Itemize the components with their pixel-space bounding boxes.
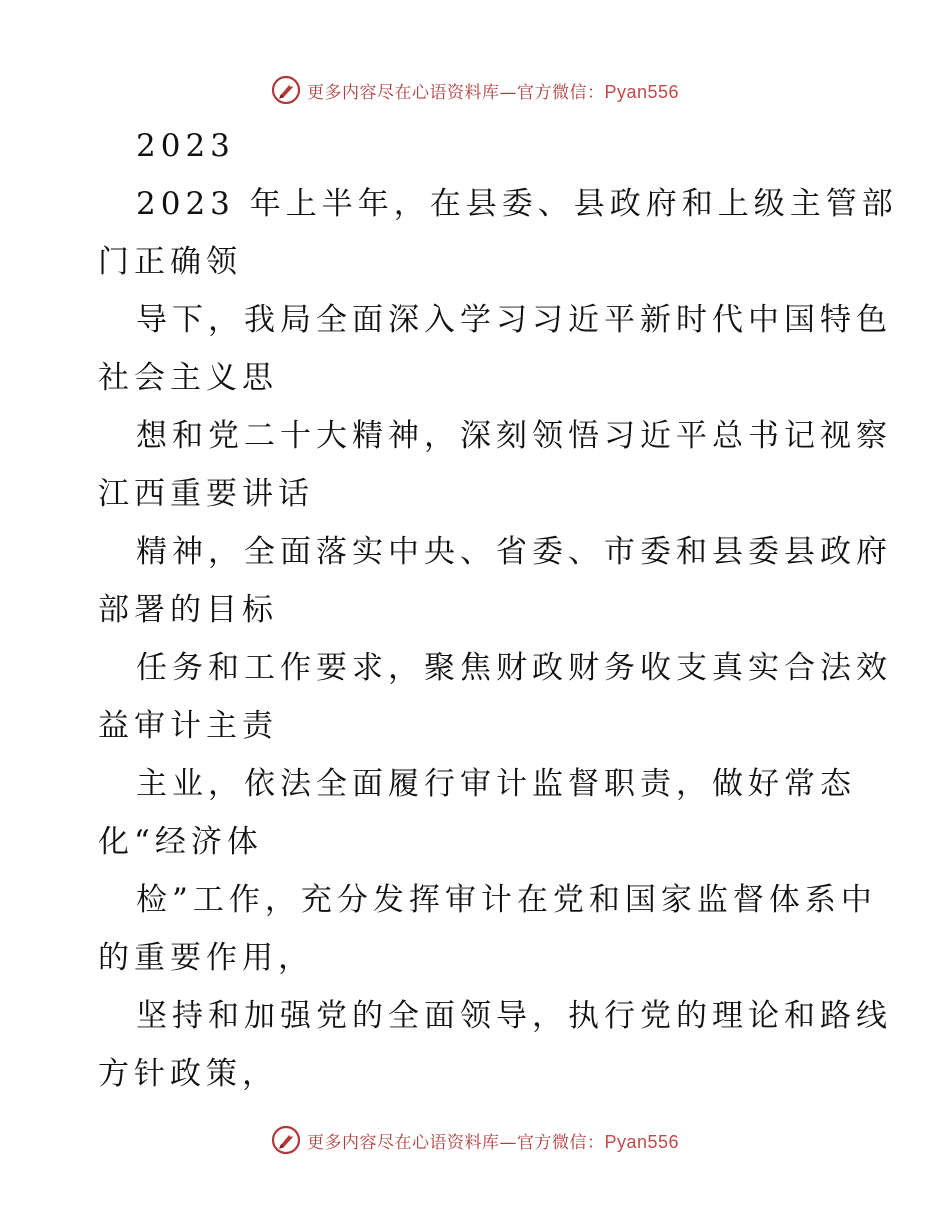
text-line: 任务和工作要求，聚焦财政财务收支真实合法效 <box>136 650 892 686</box>
wechat-id: Pyan556 <box>604 81 680 102</box>
text-line: 部署的目标 <box>98 592 278 628</box>
text-line: 门正确领 <box>98 244 242 280</box>
text-line: 社会主义思 <box>98 360 278 396</box>
text-line: 益审计主责 <box>98 708 278 744</box>
pen-nib-logo-icon <box>271 1125 301 1155</box>
text-line: 2023 <box>136 128 235 164</box>
text-line: 坚持和加强党的全面领导，执行党的理论和路线 <box>136 998 892 1034</box>
header-watermark-banner <box>0 70 950 110</box>
text-line: 化“经济体 <box>98 824 263 860</box>
text-line: 的重要作用， <box>98 940 314 976</box>
text-line: 江西重要讲话 <box>98 476 314 512</box>
text-line: 方针政策， <box>98 1056 278 1092</box>
text-line: 导下，我局全面深入学习习近平新时代中国特色 <box>136 302 892 338</box>
wechat-id: Pyan556 <box>604 1131 680 1152</box>
text-line: 精神，全面落实中央、省委、市委和县委县政府 <box>136 534 892 570</box>
text-line: 检”工作，充分发挥审计在党和国家监督体系中 <box>136 882 877 918</box>
text-line: 2023 年上半年，在县委、县政府和上级主管部 <box>136 186 898 222</box>
text-line: 想和党二十大精神，深刻领悟习近平总书记视察 <box>136 418 892 454</box>
watermark-text: 更多内容尽在心语资料库—官方微信：Pyan556 <box>306 81 680 103</box>
pen-nib-logo-icon <box>271 75 301 105</box>
text-line: 主业，依法全面履行审计监督职责，做好常态 <box>136 766 856 802</box>
footer-watermark-banner <box>0 1120 950 1160</box>
watermark-text: 更多内容尽在心语资料库—官方微信：Pyan556 <box>306 1131 680 1153</box>
